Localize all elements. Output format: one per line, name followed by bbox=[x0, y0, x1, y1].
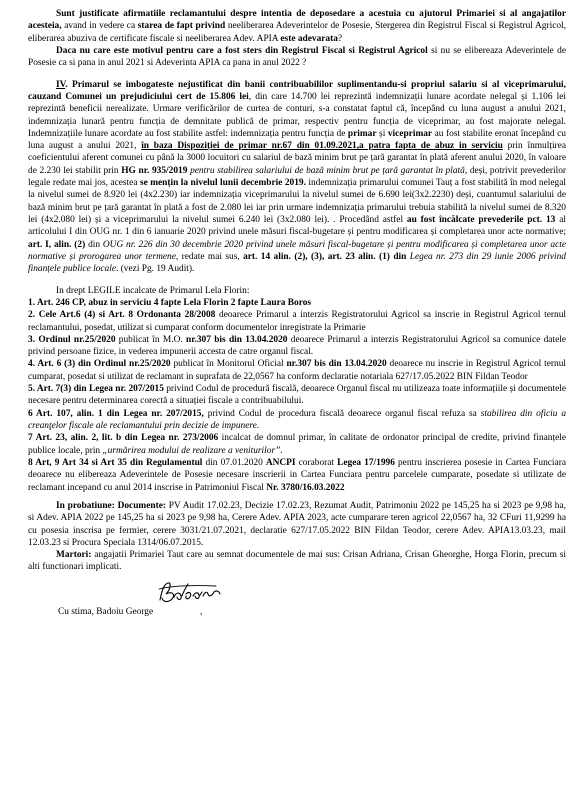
law-item-2: 2. Cele Art.6 (4) si Art. 8 Ordonanta 28/2008 deoarece Primarul a interzis Registratorului Agricol sa inscrie in Registrul Agricol ternul reclamantului, posedat, utilizat si cumparat conform documentelor inregistrate la Primarie bbox=[28, 310, 566, 333]
paragraph-justificate: Sunt justificate afirmatiile reclamantului despre intentia de deposedare a acestuia cu ajutorul Primariei si al angajatilor acesteia, avand in vedere ca starea de fapt privind neeliberarea Adeverintelor de Posesie, Stergerea din Registrul Fiscal si Registrul Agricol, eliberarea abuziva de certificate fiscale si neeliberarea Adev. APIA este adevarata? bbox=[28, 9, 566, 44]
law-item-5: 5. Art. 7(3) din Legea nr. 207/2015 privind Codul de procedură fiscală, deoarece Organul fiscal nu utilizeaza toate informațiile și documentele necesare pentru determinarea corectă a situației fiscale a contribuabilului. bbox=[28, 384, 566, 407]
law-item-3: 3. Ordinul nr.25/2020 publicat în M.O. nr.307 bis din 13.04.2020 deoarece Primarul a interzis Registratorului Agricol sa comunice datele privind persoane fizice, in vederea impunerii accesta de catre organul fiscal. bbox=[28, 334, 566, 358]
paragraph-iv-prejudiciu: IV. Primarul se imbogateste nejustificat din banii contribuabililor suplimentandu-si propriul salariu si al viceprimarului, cauzand Comunei un prejudiciului cert de 15.806 lei, din care 14.700 lei reprezintă indemnizații lunare acordate nelegal și 1.106 lei reprezintă beneficii nerealizate. Urmare verificărilor de curtea de conturi, s-a constatat faptul că, începând cu luna august a anului 2021, indemnizația lunară pentru funcția de demnitate publică de primar, respectiv pentru funcția de viceprimar, au fost majorate nelegal. Indemnizațiile lunare acordate au fost stabilite astfel: indemnizația pentru funcția de primar și viceprimar au fost stabilite eronat începând cu luna august a anului 2021, în baza Dispoziției de primar nr.67 din 01.09.2021,a patra fapta de abuz in serviciu prin înmulțirea coeficientului aferent comunei cu până la 3000 locuitori cu salariul de bază minim brut pe țară garantat în plată aferent anului 2020, în valoare de 2.230 lei stabilit prin HG nr. 935/2019 pentru stabilirea salariului de bază minim brut pe țară garantat în plată, deși, potrivit prevederilor legale redate mai jos, acestea se mențin la nivelul lunii decembrie 2019. indemnizația primarului comunei Tauț a fost stabilită în mod nelegal la nivelul sumei de 8.920 lei (4x2.230) iar indemnizația viceprimarului la nivelul sumei de 6.690 lei(3x2.2230) deși, cuantumul salariului de bază minim brut pe țară garantat în plată a fost de 2.080 lei iar prin urmare indemnizația primarului trebuia stabilită la nivelul sumei de 8.320 lei (4x2.080 lei) și a viceprimarului la nivelul sumei 6.240 lei (3x2.080 lei). . Procedând astfel au fost încălcate prevederile pct. 13 al articolului I din OUG nr. 1 din 6 ianuarie 2020 privind unele măsuri fiscal-bugetare și pentru modificarea și completarea unor acte normative; art. I, alin. (2) din OUG nr. 226 din 30 decembrie 2020 privind unele măsuri fiscal-bugetare și pentru modificarea și completarea unor acte normative și prorogarea unor termene, redate mai sus, art. 14 alin. (2), (3), art. 23 alin. (1) din Legea nr. 273 din 29 iunie 2006 privind finanțele publice locale. (vezi Pg. 19 Audit). bbox=[28, 79, 567, 275]
closing-comma: , bbox=[200, 606, 203, 617]
law-item-4: 4. Art. 6 (3) din Ordinul nr.25/2020 publicat în Monitorul Oficial nr.307 bis din 13.04.2020 deoarece nu inscrie in Registrul Agricol ternul cumparat, posedat si utilizat de reclamant in suprafata de 22,0567 ha conform declaratie notariala 627/17.05.2022 BIN Fildan Teodor bbox=[28, 359, 566, 382]
paragraph-intrebare: Daca nu care este motivul pentru care a fost sters din Registrul Fiscal si Registrul Agricol si nu se elibereaza Adeverintele de Posesie ca si pana in anul 2021 si Adeverinta APIA ca pana in anul 2022 ? bbox=[28, 45, 566, 69]
law-item-6: 6 Art. 107, alin. 1 din Legea nr. 207/2015, privind Codul de procedura fiscală deoarece organul fiscal refuza sa stabilirea din oficiu a creanţelor fiscale ale reclamantului prin decizie de impunere. bbox=[28, 408, 567, 431]
handwritten-signature bbox=[156, 580, 226, 606]
section-number-iv: IV bbox=[56, 79, 66, 90]
paragraph-probatiune: In probatiune: Documente: PV Audit 17.02.23, Decizie 17.02.23, Rezumat Audit, Patrimoniu 2022 pe 145,25 ha si 2023 pe 9,98 ha, si Adev. APIA 2022 pe 145,25 ha si 2023 pe 9,98 ha, Cerere Adev. APIA 2023, acte cumparare teren agricol 22,0567 ha, 32 CFuri 11,9299 ha cu posesia inscrisa pe fermier, cerere 3031/21.07.2021, declaratie 627/17.05.2022 BIN Fildan Teodor, cerere Adev. APIA13.03.23, mail 12.03.23 si Procura Speciala 1314/06.07.2015. bbox=[28, 500, 566, 548]
paragraph-martori: Martori: angajatii Primariei Taut care au semnat documentele de mai sus: Crisan Adriana, Crisan Gheorghe, Horga Florin, precum si alti functionari implicati. bbox=[28, 550, 566, 573]
law-item-1: 1. Art. 246 CP, abuz in serviciu 4 fapte Lela Florin 2 fapte Laura Boros bbox=[28, 297, 312, 308]
law-item-7: 7 Art. 23, alin. 2, lit. b din Legea nr. 273/2006 incalcat de domnul primar, în calitate de ordonator principal de credite, privind finanțele publice locale, prin „urmărirea modului de realizare a veniturilor”. bbox=[28, 433, 567, 456]
closing-signoff: Cu stima, Badoiu George bbox=[58, 606, 154, 617]
signature-block bbox=[28, 580, 566, 624]
law-item-8: 8 Art, 9 Art 34 si Art 35 din Regulamentul din 07.01.2020 ANCPI coraborat Legea 17/1996 pentru inscrierea posesie in Cartea Funciara deoarece nu elibereaza Adeverintele de Posesie necesare inscrierii in Cartea Funciara pentru parcelele cumparate, posedate si utilizate de reclamant incepand cu anul 2014 inscrise in Patrimoniul Fiscal Nr. 3780/16.03.2022 bbox=[28, 457, 566, 493]
legi-intro: In drept LEGILE incalcate de Primarul Lela Florin: bbox=[56, 285, 250, 296]
